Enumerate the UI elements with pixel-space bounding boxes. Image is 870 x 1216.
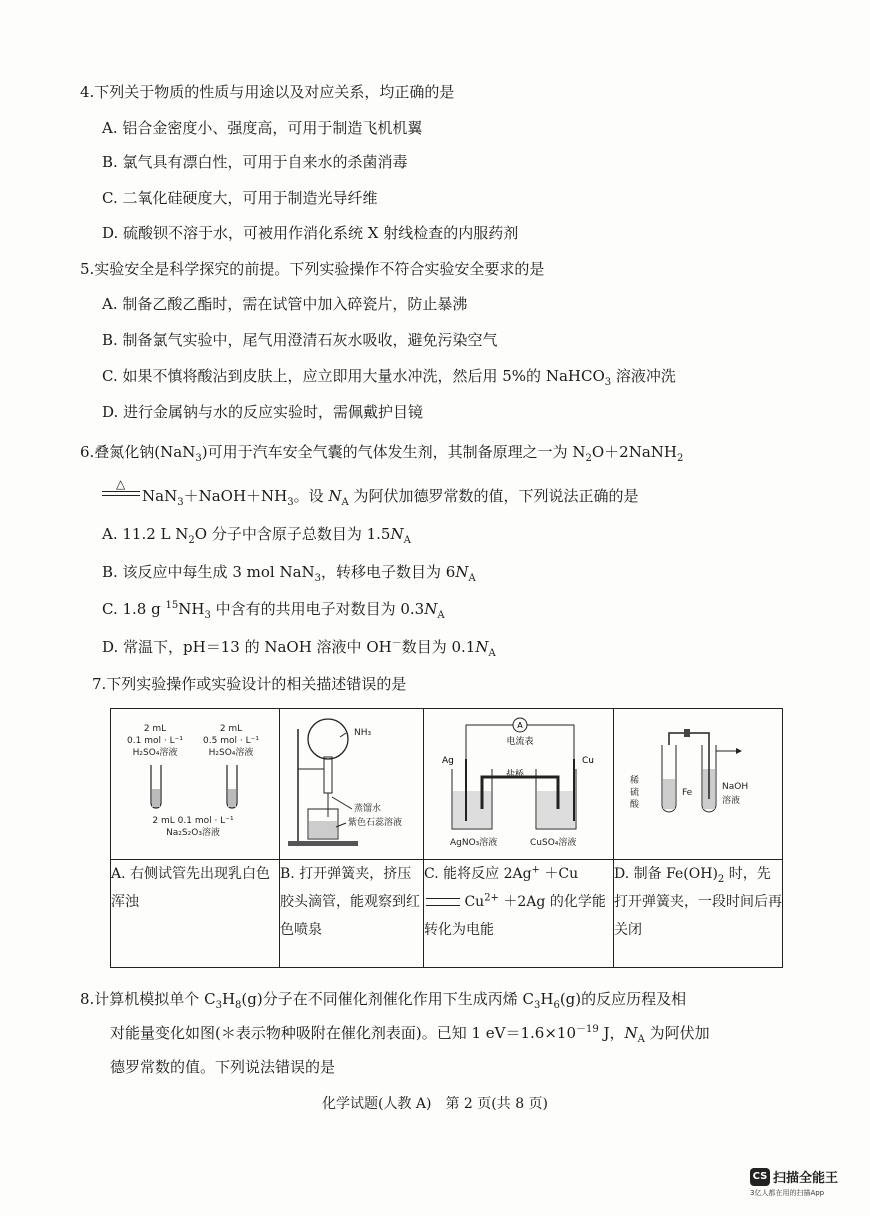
svg-text:0.1 mol · L⁻¹: 0.1 mol · L⁻¹ <box>127 736 183 746</box>
svg-text:蒸馏水: 蒸馏水 <box>354 804 382 814</box>
page-footer: 化学试题(人教 A) 第 2 页(共 8 页) <box>321 1096 549 1112</box>
svg-text:AgNO₃溶液: AgNO₃溶液 <box>450 838 498 848</box>
svg-text:0.5 mol · L⁻¹: 0.5 mol · L⁻¹ <box>203 736 259 746</box>
equilibrium-sign: △ <box>102 485 142 507</box>
figure-d-feoh2-apparatus <box>614 709 782 855</box>
svg-text:2 mL: 2 mL <box>219 724 243 734</box>
svg-text:Cu: Cu <box>582 756 594 766</box>
q8-stem-line3: 德罗常数的值。下列说法错误的是 <box>110 1058 336 1076</box>
q4-option-d: D. 硫酸钡不溶于水，可被用作消化系统 X 射线检查的内服药剂 <box>102 224 519 242</box>
svg-text:电流表: 电流表 <box>506 737 534 747</box>
desc-a: A. 右侧试管先出现乳白色浑浊 <box>111 860 280 968</box>
q6-equation: △ $NaN_3+NaOH+NH_3$。设 $N_A$ 为阿伏加德罗常数的值，下列说法正确的是 <box>102 485 639 507</box>
svg-text:紫色石蕊溶液: 紫色石蕊溶液 <box>348 818 403 828</box>
svg-text:2 mL: 2 mL <box>143 724 167 734</box>
svg-text:稀: 稀 <box>630 776 640 786</box>
q5-option-d: D. 进行金属钠与水的反应实验时，需佩戴护目镜 <box>102 403 424 421</box>
svg-text:H₂SO₄溶液: H₂SO₄溶液 <box>132 748 178 758</box>
svg-text:盐桥: 盐桥 <box>506 770 525 780</box>
q6-stem: 6.叠氮化钠(NaN$_3$)可用于汽车安全气囊的气体发生剂，其制备原理之一为 $N_2O+2NaNH_2$ <box>80 443 684 464</box>
q5-option-b: B. 制备氯气实验中，尾气用澄清石灰水吸收，避免污染空气 <box>102 331 498 349</box>
svg-text:CuSO₄溶液: CuSO₄溶液 <box>530 838 577 848</box>
svg-text:Ag: Ag <box>442 756 454 766</box>
experiment-table <box>110 708 783 968</box>
figure-b-cell <box>280 709 424 860</box>
svg-text:溶液: 溶液 <box>722 796 741 806</box>
svg-text:H₂SO₄溶液: H₂SO₄溶液 <box>208 748 254 758</box>
q6-option-d: D. 常温下，pH＝13 的 NaOH 溶液中 OH－数目为 $0.1N_A$ <box>102 638 496 659</box>
figure-c-galvanic-cell <box>424 709 613 855</box>
q5-option-a: A. 制备乙酸乙酯时，需在试管中加入碎瓷片，防止暴沸 <box>102 295 468 313</box>
svg-text:Na₂S₂O₃溶液: Na₂S₂O₃溶液 <box>166 828 220 838</box>
svg-text:酸: 酸 <box>630 800 640 810</box>
q6-option-b: B. 该反应中每生成 3 mol NaN$_3$，转移电子数目为 $6N_A$ <box>102 563 476 584</box>
q8-stem-line1: 8.计算机模拟单个 $C_3H_8(g)$分子在不同催化剂催化作用下生成丙烯 $C_3H_6(g)$的反应历程及相 <box>80 990 687 1011</box>
equals-sign <box>426 898 460 906</box>
figure-a-test-tubes <box>111 709 279 855</box>
scanner-watermark-logo: CS 扫描全能王 3亿人都在用的扫描App <box>750 1166 838 1198</box>
svg-text:NH₃: NH₃ <box>354 728 372 738</box>
svg-text:NaOH: NaOH <box>722 782 749 792</box>
svg-text:Fe: Fe <box>682 788 693 798</box>
q8-stem-line2: 对能量变化如图(＊表示物种吸附在催化剂表面)。已知 1 $eV=1.6\times 10^{-19}$ J，$N_A$ 为阿伏加 <box>110 1024 710 1045</box>
svg-text:硫: 硫 <box>630 788 640 798</box>
q4-option-a: A. 铝合金密度小、强度高，可用于制造飞机机翼 <box>102 119 423 137</box>
q6-option-a: A. 11.2 L $N_2O$ 分子中含原子总数目为 $1.5N_A$ <box>102 525 411 546</box>
q7-stem: 7.下列实验操作或实验设计的相关描述错误的是 <box>92 675 407 693</box>
figure-b-fountain-apparatus <box>280 709 423 855</box>
svg-text:2 mL 0.1 mol · L⁻¹: 2 mL 0.1 mol · L⁻¹ <box>152 816 234 826</box>
svg-text:稀硫酸: 稀硫酸 <box>614 709 617 710</box>
figure-a-cell <box>111 709 280 860</box>
q5-stem: 5.实验安全是科学探究的前提。下列实验操作不符合实验安全要求的是 <box>80 260 545 278</box>
q4-option-c: C. 二氧化硅硬度大，可用于制造光导纤维 <box>102 189 378 207</box>
q5-option-c: C. 如果不慎将酸沾到皮肤上，应立即用大量水冲洗，然后用 5%的 NaHCO$_3$ 溶液冲洗 <box>102 367 676 388</box>
q4-stem: 4.下列关于物质的性质与用途以及对应关系，均正确的是 <box>80 83 455 101</box>
svg-text:A: A <box>517 721 523 730</box>
desc-d: D. 制备 $Fe(OH)_2$ 时，先打开弹簧夹，一段时间后再关闭 <box>614 860 783 968</box>
q4-option-b: B. 氯气具有漂白性，可用于自来水的杀菌消毒 <box>102 153 408 171</box>
desc-b: B. 打开弹簧夹，挤压胶头滴管，能观察到红色喷泉 <box>280 860 424 968</box>
figure-d-cell <box>614 709 783 860</box>
cs-logo-icon: CS <box>750 1168 770 1186</box>
q6-option-c: C. 1.8 g $^{15}NH_3$ 中含有的共用电子对数目为 $0.3N_A$ <box>102 600 445 621</box>
figure-c-cell <box>424 709 614 860</box>
desc-c: C. 能将反应 2Ag+ ＋Cu $Cu^{2+} +2Ag$ 的化学能转化为电能 <box>424 860 614 968</box>
